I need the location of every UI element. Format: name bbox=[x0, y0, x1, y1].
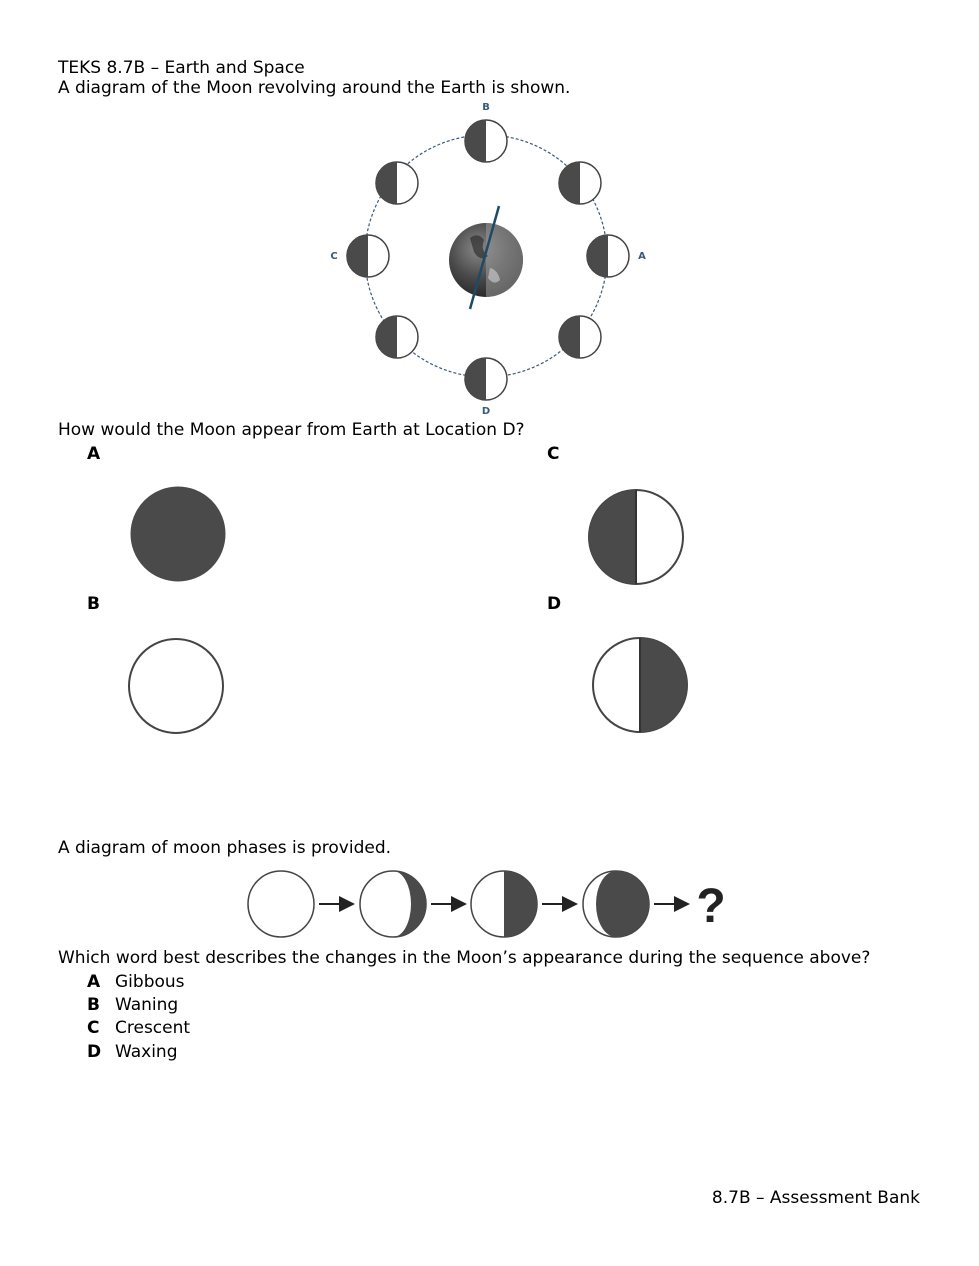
q2-intro: A diagram of moon phases is provided. bbox=[58, 838, 392, 858]
orbit-moon-se bbox=[559, 316, 601, 358]
q1-option-a-new-moon[interactable] bbox=[128, 486, 228, 586]
sequence-moon-1 bbox=[248, 871, 314, 937]
q2-question: Which word best describes the changes in the Moon’s appearance during the sequence above? bbox=[58, 948, 871, 968]
orbit-label-b: B bbox=[482, 102, 490, 113]
orbit-label-d: D bbox=[481, 406, 491, 417]
q2-option-c[interactable] bbox=[87, 1018, 190, 1038]
orbit-moon-b bbox=[465, 120, 507, 162]
moon-orbit-diagram bbox=[300, 98, 680, 420]
earth-icon bbox=[449, 206, 523, 309]
orbit-moon-d bbox=[465, 358, 507, 400]
q1-option-d-first-quarter[interactable] bbox=[590, 635, 690, 735]
q2-option-d[interactable] bbox=[87, 1042, 178, 1062]
sequence-moon-3 bbox=[471, 871, 537, 937]
q1-option-c-letter[interactable]: C bbox=[547, 444, 560, 464]
q2-option-b-letter: B bbox=[87, 995, 100, 1015]
q2-option-c-letter: C bbox=[87, 1018, 100, 1038]
q2-option-a-text: Gibbous bbox=[115, 972, 185, 992]
q2-option-a-letter: A bbox=[87, 972, 101, 992]
sequence-moon-4 bbox=[583, 871, 649, 937]
sequence-question-mark: ? bbox=[696, 880, 726, 933]
orbit-moon-nw bbox=[376, 162, 418, 204]
orbit-label-c: C bbox=[330, 251, 338, 262]
orbit-moon-ne bbox=[559, 162, 601, 204]
q2-option-d-letter: D bbox=[87, 1042, 102, 1062]
moon-phase-sequence bbox=[245, 868, 735, 942]
q2-option-b-text: Waning bbox=[115, 995, 179, 1015]
q1-option-c-last-quarter[interactable] bbox=[586, 488, 686, 588]
q2-option-c-text: Crescent bbox=[115, 1018, 191, 1038]
q2-option-b[interactable] bbox=[87, 995, 178, 1015]
page-footer: 8.7B – Assessment Bank bbox=[711, 1188, 920, 1208]
orbit-moon-c bbox=[347, 235, 389, 277]
teks-heading: TEKS 8.7B – Earth and Space bbox=[58, 58, 305, 78]
q1-option-b-letter[interactable]: B bbox=[87, 594, 100, 614]
q2-option-a[interactable] bbox=[87, 972, 185, 992]
sequence-moon-2 bbox=[360, 871, 426, 937]
q2-option-d-text: Waxing bbox=[115, 1042, 178, 1062]
orbit-label-a: A bbox=[638, 251, 646, 262]
q1-option-a-letter[interactable]: A bbox=[87, 444, 101, 464]
q1-question: How would the Moon appear from Earth at Location D? bbox=[58, 420, 525, 440]
q1-intro: A diagram of the Moon revolving around the Earth is shown. bbox=[58, 78, 571, 98]
orbit-moon-a bbox=[587, 235, 629, 277]
q1-option-d-letter[interactable]: D bbox=[547, 594, 562, 614]
orbit-moon-sw bbox=[376, 316, 418, 358]
q1-option-b-full-moon[interactable] bbox=[126, 636, 226, 736]
